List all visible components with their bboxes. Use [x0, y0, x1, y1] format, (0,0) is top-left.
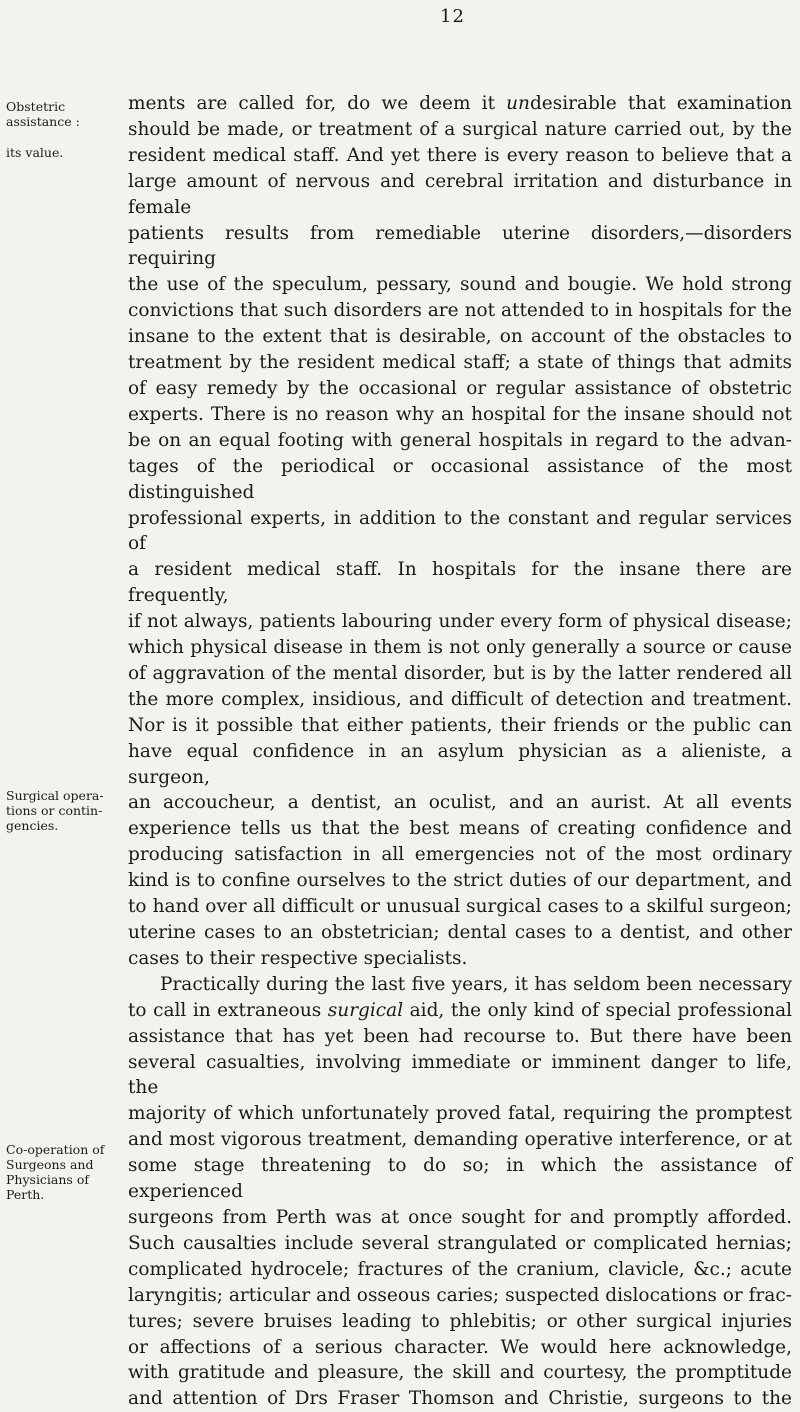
text-line: or affections of a serious character. We would here acknowledge,: [128, 1336, 792, 1358]
text-line: a resident medical staff. In hospitals for the insane there are frequently,: [128, 559, 792, 607]
text-line: and most vigorous treatment, demanding operative interference, or at: [128, 1129, 792, 1151]
text-line: laryngitis; articular and osseous caries; suspected dislocations or frac-: [128, 1284, 792, 1306]
text-line: [128, 998, 792, 1024]
italic-run: surgical: [327, 999, 404, 1021]
italic-run: un: [506, 93, 530, 114]
text-line: with gratitude and pleasure, the skill and courtesy, the promptitude: [128, 1362, 792, 1384]
body-text: [128, 91, 792, 1412]
text-run: aid, the only kind of special professional: [403, 999, 793, 1021]
text-line: tures; severe bruises leading to phlebitis; or other surgical injuries: [128, 1310, 792, 1332]
text-line: complicated hydrocele; fractures of the cranium, clavicle, &c.; acute: [128, 1258, 792, 1280]
text-line: which physical disease in them is not only generally a source or cause: [128, 637, 792, 659]
text-line: have equal confidence in an asylum physician as a alieniste, a surgeon,: [128, 740, 792, 788]
text-line: resident medical staff. And yet there is every reason to believe that a: [128, 144, 792, 166]
text-line: convictions that such disorders are not attended to in hospitals for the: [128, 300, 792, 322]
text-line: Practically during the last five years, it has seldom been necessary: [160, 973, 792, 995]
text-line: patients results from remediable uterine disorders,—disorders requiring: [128, 222, 792, 270]
text-line: majority of which unfortunately proved fatal, requiring the promptest: [128, 1103, 792, 1125]
text-run: desirable that examination: [529, 93, 792, 114]
text-line: be on an equal footing with general hospitals in regard to the advan-: [128, 429, 792, 451]
margin-note-obstetric: Obstetric assistance :: [6, 99, 80, 129]
text-line: surgeons from Perth was at once sought for and promptly afforded.: [128, 1206, 792, 1228]
text-line: kind is to confine ourselves to the strict duties of our department, and: [128, 870, 792, 892]
text-line: to hand over all difficult or unusual surgical cases to a skilful surgeon;: [128, 896, 792, 918]
text-line: and attention of Drs Fraser Thomson and Christie, surgeons to the: [128, 1388, 792, 1410]
text-line: tages of the periodical or occasional assistance of the most distinguished: [128, 455, 792, 503]
text-line: producing satisfaction in all emergencies not of the most ordinary: [128, 844, 792, 866]
text-run: to call in extraneous: [128, 999, 328, 1021]
text-line: uterine cases to an obstetrician; dental cases to a dentist, and other: [128, 922, 792, 943]
margin-note-surgical: Surgical opera- tions or contin- gencies.: [6, 788, 104, 833]
text-line: an accoucheur, a dentist, an oculist, and an aurist. At all events: [128, 792, 792, 814]
margin-note-cooperation: Co-operation of Surgeons and Physicians of Perth.: [6, 1142, 105, 1202]
text-line: professional experts, in addition to the constant and regular services of: [128, 507, 792, 555]
text-line: some stage threatening to do so; in which the assistance of experienced: [128, 1155, 792, 1203]
text-line: of easy remedy by the occasional or regular assistance of obstetric: [128, 377, 792, 399]
page-number: 12: [440, 6, 465, 27]
text-line: insane to the extent that is desirable, on account of the obstacles to: [128, 326, 792, 348]
text-line: assistance that has yet been had recourse to. But there have been: [128, 1025, 792, 1047]
text-line: experience tells us that the best means of creating confidence and: [128, 818, 792, 840]
text-line: large amount of nervous and cerebral irritation and disturbance in female: [128, 170, 792, 218]
text-line: the use of the speculum, pessary, sound and bougie. We hold strong: [128, 274, 792, 296]
text-line: Such causalties include several strangulated or complicated hernias;: [128, 1232, 792, 1254]
margin-note-value: its value.: [6, 145, 64, 160]
text-line: the more complex, insidious, and difficult of detection and treatment.: [128, 688, 792, 710]
text-run: ments are called for, do we deem it: [128, 93, 507, 114]
text-line: cases to their respective specialists.: [128, 947, 468, 969]
text-line: Nor is it possible that either patients, their friends or the public can: [128, 714, 792, 736]
text-line: several casualties, involving immediate or imminent danger to life, the: [128, 1051, 792, 1099]
text-line: [128, 91, 792, 117]
text-line: should be made, or treatment of a surgical nature carried out, by the: [128, 118, 792, 140]
text-line: experts. There is no reason why an hospital for the insane should not: [128, 403, 792, 425]
text-line: of aggravation of the mental disorder, but is by the latter rendered all: [128, 662, 792, 684]
text-line: treatment by the resident medical staff; a state of things that admits: [128, 352, 792, 374]
text-line: if not always, patients labouring under every form of physical disease;: [128, 611, 792, 633]
